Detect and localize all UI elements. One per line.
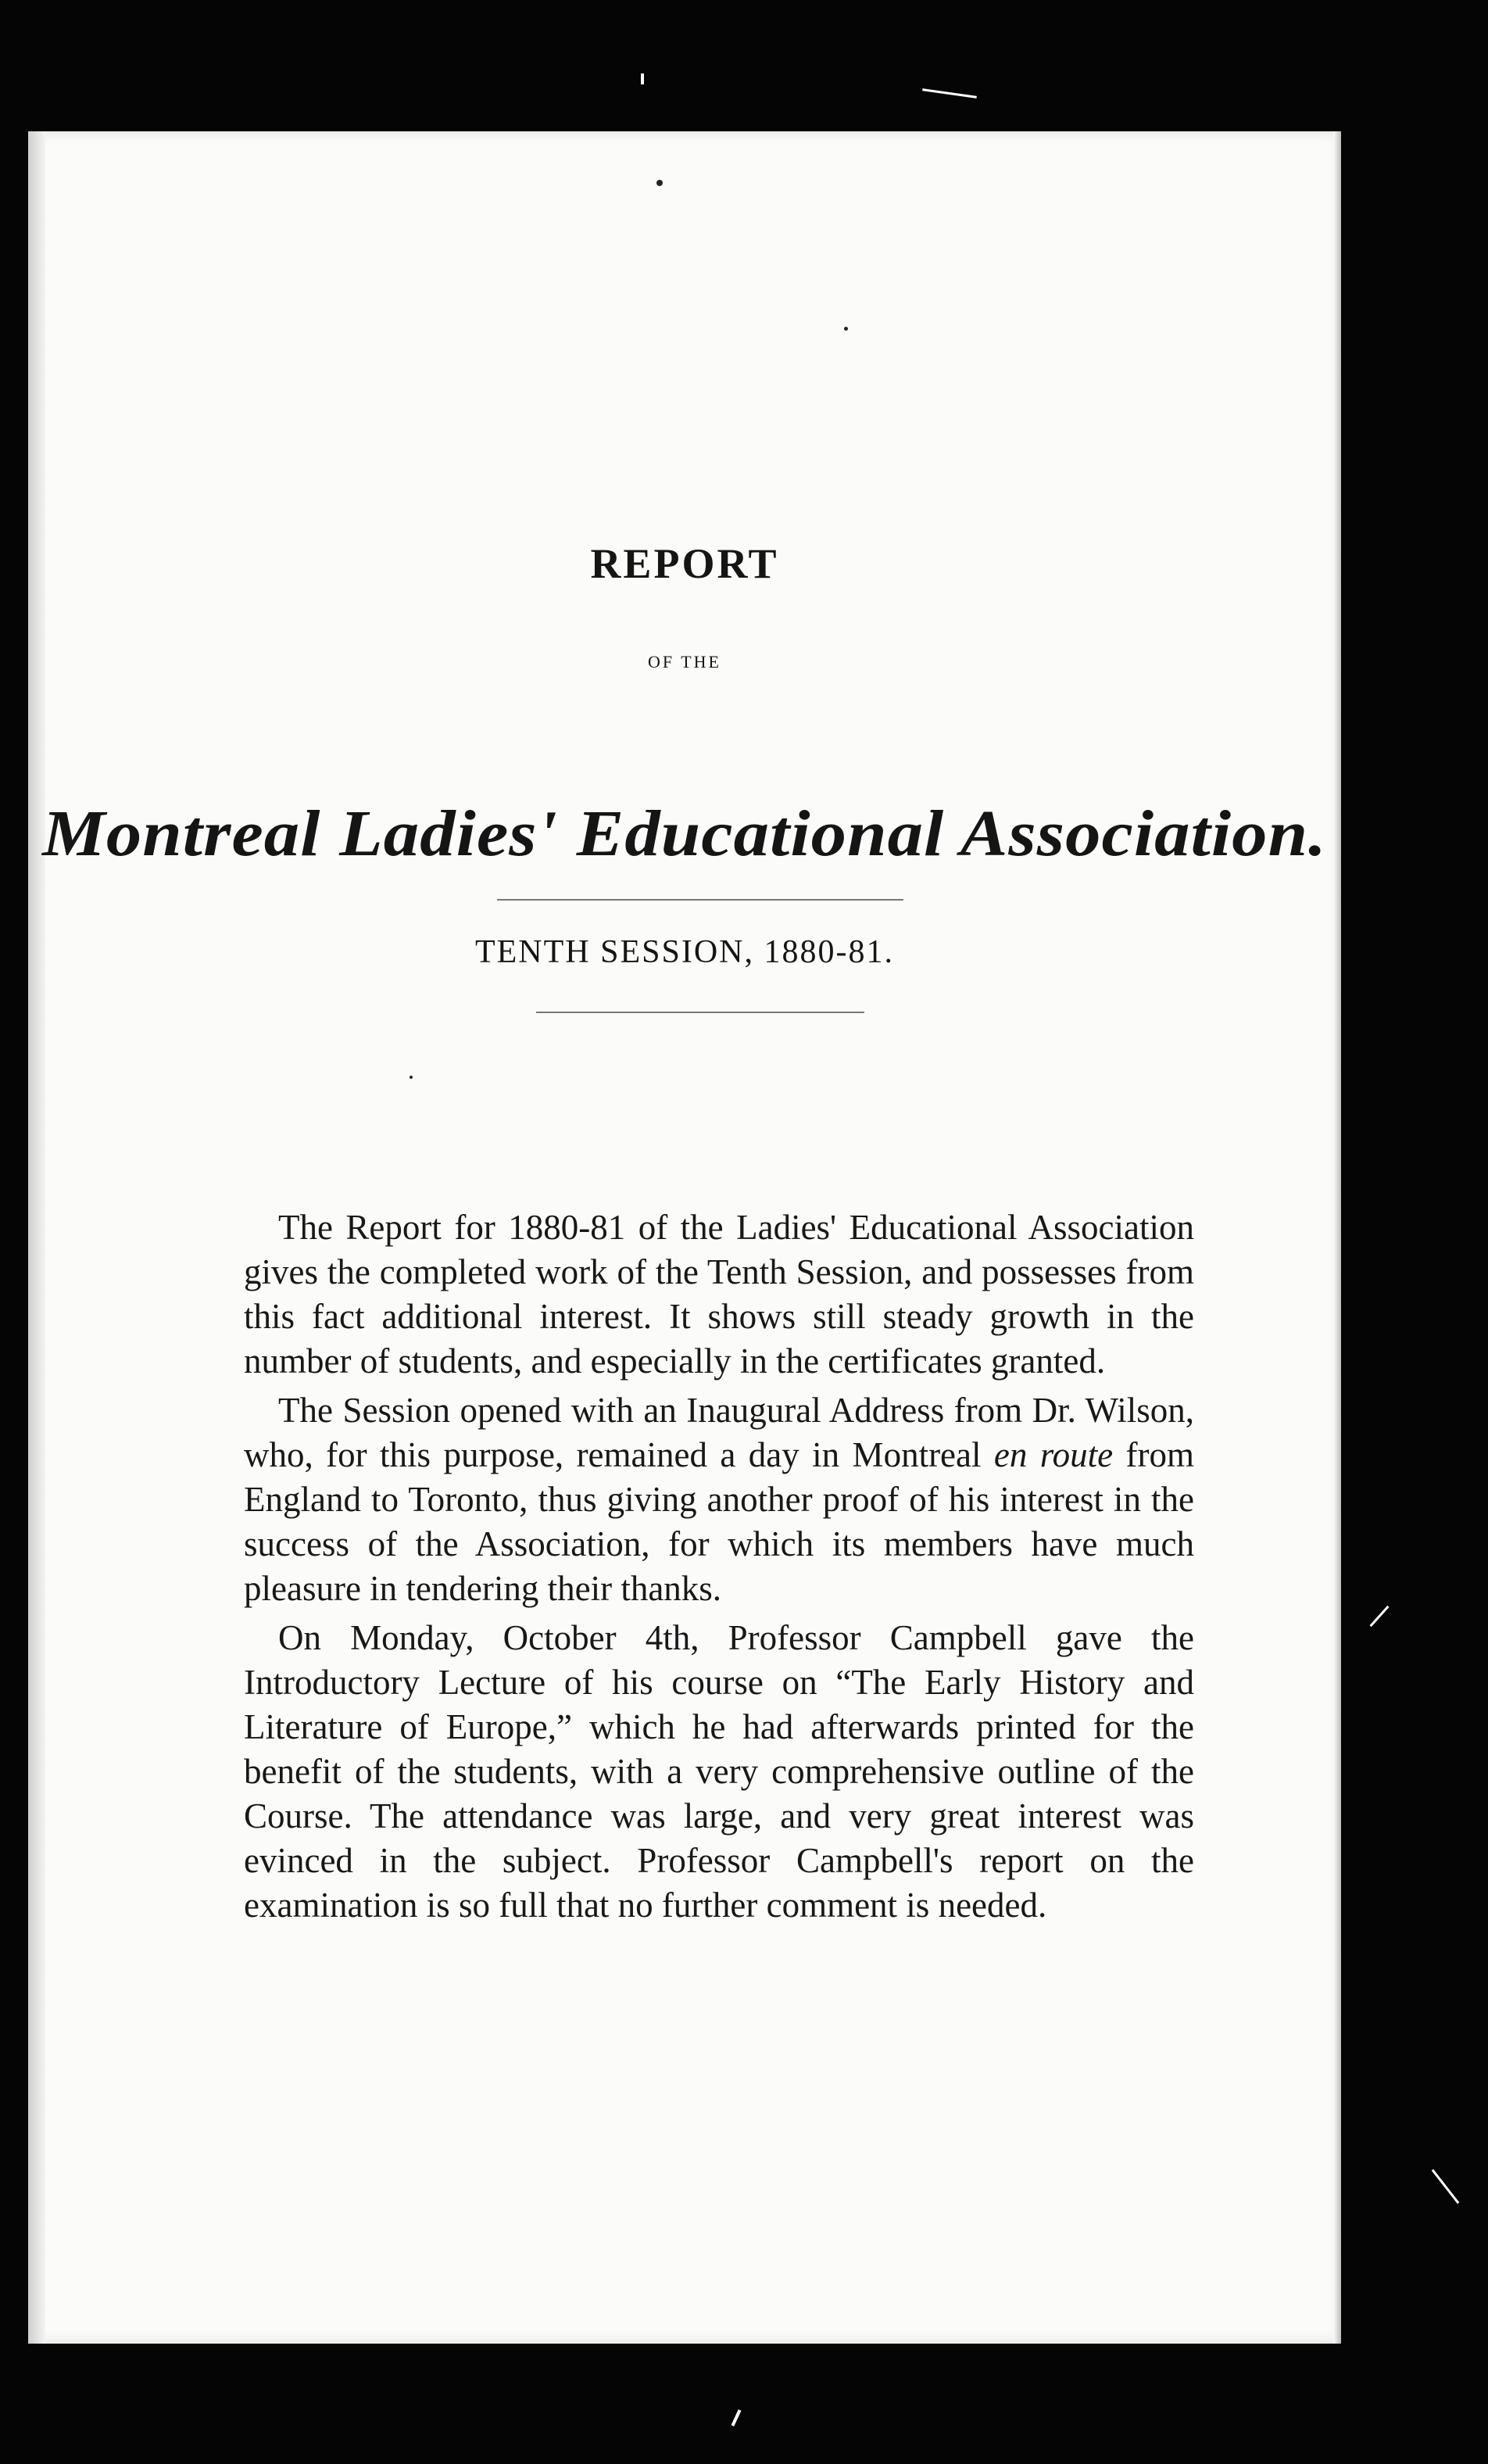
report-paragraph: On Monday, October 4th, Professor Campbell gave the Introductory Lecture of his course on “The Early History and Literature of Europe,” which he had afterwards printed for the benefit of the students, with a very comprehensive outline of the Course. The attendance was large, and very great interest was evinced in the subject. Professor Campbell's report on the examination is so full that no further comment is needed. (244, 1618, 1194, 1925)
scan-mark (731, 2409, 742, 2426)
page-right-edge (1333, 131, 1341, 2344)
heading-connector: OF THE (648, 652, 721, 672)
scan-mark (1370, 1606, 1390, 1627)
association-title: Montreal Ladies' Educational Association. (42, 797, 1327, 870)
book-page (28, 131, 1341, 2344)
top-divider (497, 899, 903, 901)
page-left-edge (28, 131, 45, 2344)
paragraph-text: The Session opened with an Inaugural Address from Dr. Wilson, who, for this purpose, remained a day in Montreal (244, 1391, 1194, 1474)
italic-phrase: en route (993, 1435, 1114, 1474)
scan-mark (641, 73, 644, 84)
paragraph-text: from England to Toronto, thus giving another proof of his interest in the success of the Association, for which its members have much pleasure in tendering their thanks. (244, 1435, 1195, 1608)
paper-speck (844, 327, 848, 331)
bottom-divider (536, 1012, 864, 1013)
report-heading: REPORT (590, 540, 779, 588)
scan-mark (922, 88, 977, 98)
report-paragraph: The Report for 1880-81 of the Ladies' Educational Association gives the completed work of the Tenth Session, and possesses from this fact additional interest. It shows still steady growth in the number of students, and especially in the certificates granted. (244, 1208, 1194, 1381)
report-paragraph (244, 1388, 1194, 1611)
paper-speck (656, 180, 663, 186)
report-body (244, 1205, 1194, 1928)
scan-mark (1432, 2169, 1460, 2204)
session-heading: TENTH SESSION, 1880-81. (475, 934, 894, 970)
paper-speck (410, 1076, 413, 1079)
